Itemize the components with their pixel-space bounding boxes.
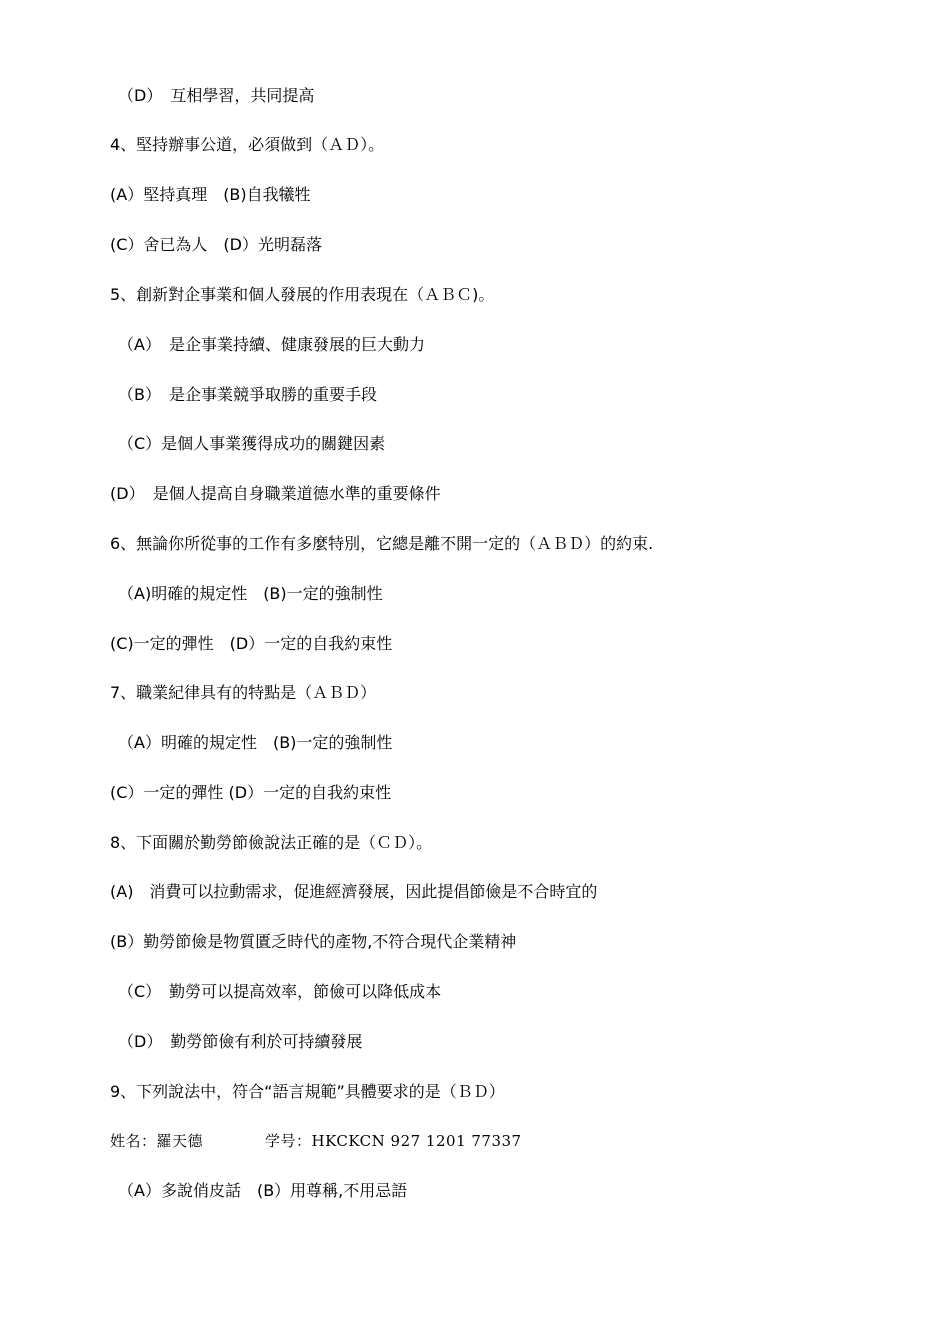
question-4: 4、堅持辦事公道，必須做到（ＡＤ）。 [110,135,385,154]
question-8-option-d: （D） 勤勞節儉有利於可持續發展 [118,1032,363,1051]
question-4-options-cd: (C）舍已為人 (D）光明磊落 [110,235,322,254]
option-d-line: （D） 互相學習，共同提高 [118,86,315,105]
question-6: 6、無論你所從事的工作有多麼特別，它總是離不開一定的（ＡＢＤ）的約束. [110,534,654,553]
student-name-id: 姓名：羅天德 学号：HKCKCN 927 1201 77337 [110,1132,522,1150]
question-5-option-c: （C）是個人事業獲得成功的關鍵因素 [118,434,386,453]
question-9: 9、下列說法中，符合“語言規範”具體要求的是（ＢＤ） [110,1082,505,1101]
question-7-options-cd: (C）一定的彈性 (D）一定的自我約束性 [110,783,392,802]
question-7-options-ab: （A）明確的規定性 (B)一定的強制性 [118,733,393,752]
question-5: 5、創新對企事業和個人發展的作用表現在（ＡＢＣ)。 [110,285,495,304]
question-8-option-a: (A) 消費可以拉動需求，促進經濟發展，因此提倡節儉是不合時宜的 [110,882,598,901]
question-8: 8、下面關於勤勞節儉說法正確的是（ＣＤ）。 [110,833,433,852]
question-7: 7、職業紀律具有的特點是（ＡＢＤ） [110,683,377,702]
question-6-options-cd: (C)一定的彈性 (D）一定的自我約束性 [110,634,393,653]
question-8-option-c: （C） 勤勞可以提高效率，節儉可以降低成本 [118,982,442,1001]
question-5-option-a: （A） 是企事業持續、健康發展的巨大動力 [118,335,425,354]
question-8-option-b: (B）勤勞節儉是物質匱乏時代的產物,不符合現代企業精神 [110,932,517,951]
question-5-option-b: （B） 是企事業競爭取勝的重要手段 [118,385,377,404]
question-9-options-ab: （A）多說俏皮話 (B）用尊稱,不用忌語 [118,1181,408,1200]
question-6-options-ab: （A)明確的規定性 (B)一定的強制性 [118,584,383,603]
question-5-option-d: (D） 是個人提高自身職業道德水準的重要條件 [110,484,441,503]
question-4-options-ab: (A）堅持真理 (B)自我犧牲 [110,185,311,204]
